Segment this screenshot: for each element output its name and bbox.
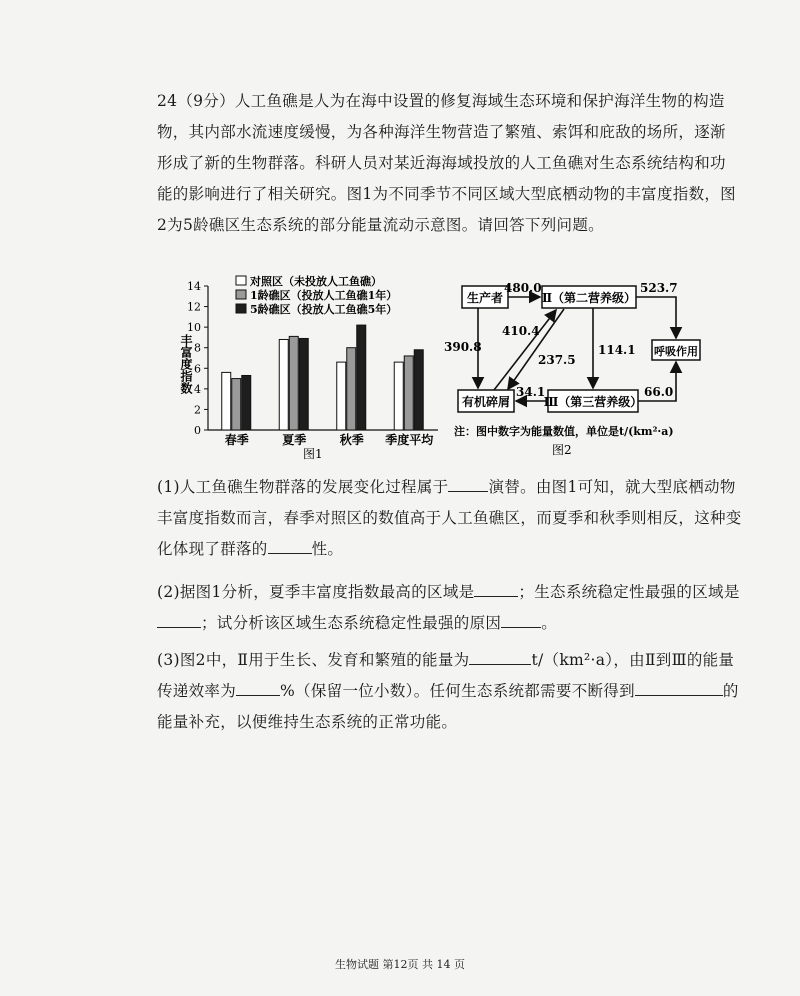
legend-swatch [236, 290, 246, 299]
y-tick-label: 4 [194, 382, 201, 396]
svg-text:生产者: 生产者 [466, 291, 504, 305]
y-tick-label: 0 [194, 424, 201, 437]
node-second-trophic-level [542, 286, 636, 308]
page-footer: 生物试题 第12页 共 14 页 [335, 958, 465, 971]
x-tick-label: 春季 [224, 433, 249, 447]
q2-blank-2[interactable] [157, 609, 201, 628]
question-intro: 24（9分）人工鱼礁是人为在海中设置的修复海域生态环境和保护海洋生物的构造物，其内部水流速度缓慢，为各种海洋生物营造了繁殖、索饵和庇敌的场所，逐渐形成了新的生物群落。科研人员对某近海海域投放的人工鱼礁对生态系统结构和功能的影响进行了相关研究。图1为不同季节不同区域大型底栖动物的丰富度指数，图2为5龄礁区生态系统的部分能量流动示意图。请回答下列问题。 [157, 92, 736, 234]
q1-blank-1[interactable] [448, 473, 488, 492]
q3-text-c: %（保留一位小数）。任何生态系统都需要不断得到 [280, 682, 635, 700]
bar-1-2 [279, 339, 288, 430]
value-III-to-detritus: 34.1 [516, 385, 546, 399]
figure-1-bar-chart [152, 272, 442, 460]
q2-text-c: ；试分析该区域生态系统稳定性最强的原因 [201, 614, 502, 632]
value-II-to-III: 114.1 [598, 343, 636, 357]
q1-text-b: 演替。由图1可知，就大型底栖动物丰富度指数而言，春季对照区的数值高于人工鱼礁区，而夏季和秋季则相反，这种变化体现了群落的 [157, 478, 742, 558]
x-tick-label: 夏季 [282, 433, 307, 447]
y-tick-label: 8 [194, 341, 201, 355]
value-II-to-detritus: 237.5 [538, 353, 576, 367]
q3-text-b: t/（km²·a），由Ⅱ到Ⅲ的能量传递效率为 [157, 651, 735, 700]
legend-label: 对照区（未投放人工鱼礁） [250, 275, 382, 288]
figure-2-caption: 图2 [552, 443, 572, 457]
value-producer-to-II: 480.0 [504, 281, 542, 295]
legend-swatch [236, 304, 246, 313]
bar-1-3 [337, 362, 346, 430]
y-axis-label: 丰富度指数 [179, 334, 193, 394]
value-detritus-to-II: 410.4 [502, 324, 540, 338]
x-tick-label: 秋季 [339, 433, 364, 447]
bar-3-2 [299, 338, 308, 430]
bar-3-1 [242, 375, 251, 430]
value-II-to-respiration: 523.7 [640, 281, 678, 295]
q1-text-a: (1)人工鱼礁生物群落的发展变化过程属于 [157, 478, 449, 496]
q2-text-b: ；生态系统稳定性最强的区域是 [518, 583, 740, 601]
value-producer-to-detritus: 390.8 [444, 340, 482, 354]
q3-text-a: (3)图2中，Ⅱ用于生长、发育和繁殖的能量为 [157, 651, 470, 669]
node-detritus [458, 390, 514, 412]
figure-2-energy-flow [444, 272, 702, 460]
q3-blank-3[interactable] [635, 677, 723, 696]
y-tick-label: 14 [187, 280, 201, 293]
sub-question-1 [157, 472, 742, 565]
bar-3-4 [414, 350, 423, 430]
bar-2-2 [289, 336, 298, 430]
node-respiration [652, 340, 700, 360]
svg-text:呼吸作用: 呼吸作用 [654, 345, 698, 358]
node-producer [462, 286, 508, 308]
svg-text:有机碎屑: 有机碎屑 [461, 395, 511, 409]
q2-blank-1[interactable] [474, 578, 518, 597]
chart-bars [222, 325, 434, 447]
bar-1-4 [394, 362, 403, 430]
y-tick-label: 10 [187, 321, 201, 335]
sub-question-2 [157, 577, 742, 639]
value-III-to-respiration: 66.0 [644, 385, 674, 399]
q1-text-c: 性。 [311, 540, 344, 558]
figure-1-caption: 图1 [303, 447, 323, 461]
bar-2-3 [347, 348, 356, 430]
q1-blank-2[interactable] [268, 535, 312, 554]
svg-text:Ⅱ（第二营养级）: Ⅱ（第二营养级） [541, 291, 637, 305]
q3-blank-1[interactable] [469, 646, 531, 665]
legend-label: 1龄礁区（投放人工鱼礁1年） [250, 289, 398, 302]
bar-3-3 [357, 325, 366, 430]
y-tick-label: 6 [194, 362, 201, 376]
figure-2-note: 注：图中数字为能量数值，单位是t/(km²·a) [454, 425, 674, 438]
svg-text:Ⅲ（第三营养级）: Ⅲ（第三营养级） [543, 395, 643, 409]
bar-2-1 [232, 379, 241, 430]
bar-1-1 [222, 372, 231, 430]
q2-blank-3[interactable] [501, 609, 541, 628]
legend-label: 5龄礁区（投放人工鱼礁5年） [250, 303, 398, 316]
q2-text-a: (2)据图1分析，夏季丰富度指数最高的区域是 [157, 583, 475, 601]
legend-swatch [236, 276, 246, 285]
y-tick-label: 2 [194, 403, 201, 417]
x-tick-label: 季度平均 [385, 433, 434, 447]
y-tick-label: 12 [187, 300, 201, 314]
sub-question-3 [157, 645, 742, 738]
q3-blank-2[interactable] [236, 677, 280, 696]
node-third-trophic-level [544, 390, 643, 412]
q3-text-d: 的能量补充，以便维持生态系统的正常功能。 [157, 682, 739, 731]
bar-2-4 [404, 356, 413, 430]
q2-text-d: 。 [541, 614, 558, 632]
chart-legend [236, 274, 397, 316]
